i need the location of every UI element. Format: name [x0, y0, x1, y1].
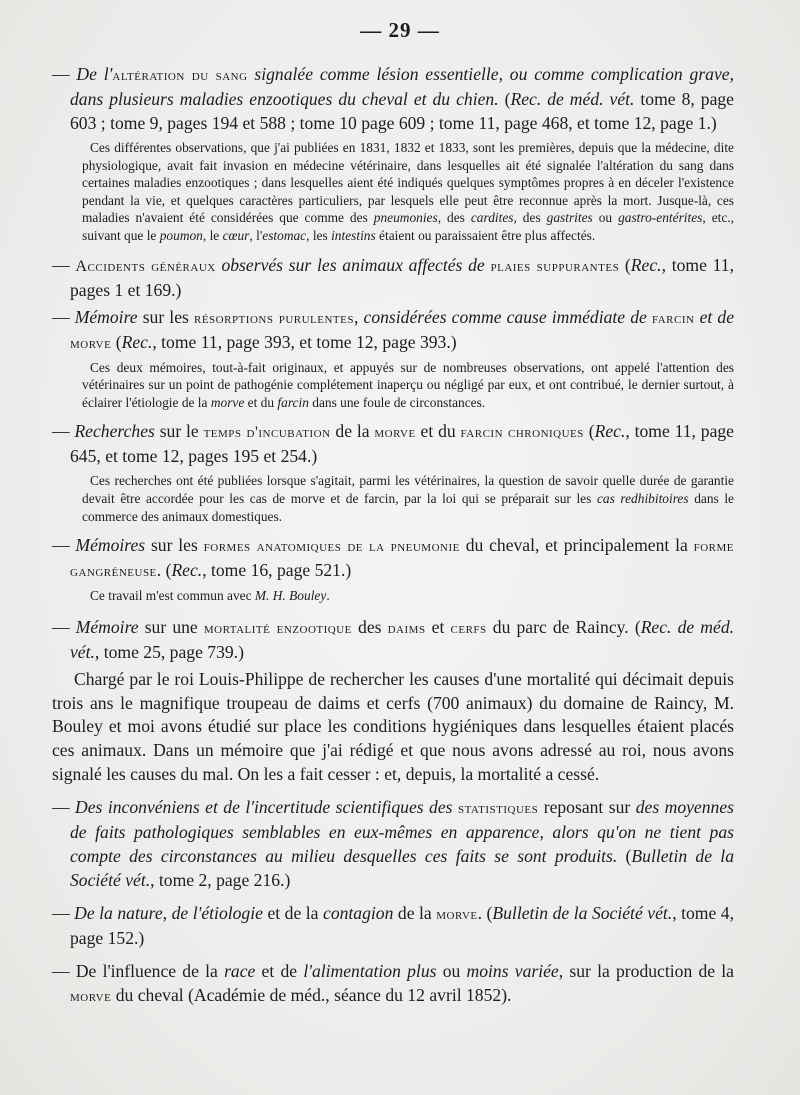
note-resorptions-purulentes [82, 359, 734, 412]
entry-reference: Rec. de méd. vét. [510, 89, 635, 109]
entry-reference: , tome 25, page 739.) [94, 641, 244, 662]
entry-reference: tome 8, page 603 ; tome 9, pages 194 et 588 ; tome 10 page 609 ; tome 11, page 468, et tome 12, page 1.) [70, 89, 734, 133]
entry-text: ( [619, 254, 631, 275]
entry-text: ( [617, 845, 632, 866]
note-term: gastro-entérites [618, 210, 703, 226]
note-term: morve [210, 394, 245, 410]
note-term: cardites [470, 210, 514, 226]
note-text: Ces différentes observations, que j'ai publiées en 1831, 1832 et 1833, sont les premières, depuis que la médecine, dite physiologique, avait fait invasion en médecine vétérinaire, dans lesquelles ait été signalée l'altération du sang dans certaines maladies enzootiques ; dans lesquelles aient été indiqués quelques symptômes propres à en déceler l'existence pendant la vie, et quelques caractères particuliers, par lesquels elle peut être reconnue après la mort. Jusque-là, ces maladies n'avaient été considérées que comme des [82, 140, 734, 226]
entry-reference: , tome 11, page 645, et tome 12, pages 195 et 254.) [70, 421, 734, 467]
entry-resorptions-purulentes [52, 305, 734, 355]
note-temps-incubation [82, 472, 734, 525]
entry-keyword: Accidents généraux [75, 256, 216, 275]
entry-reference: Rec. [630, 254, 662, 275]
entry-keyword: cerfs [450, 618, 487, 637]
entry-text: l'alimentation plus [303, 960, 437, 981]
entry-reference: Rec. [171, 560, 203, 581]
entry-text: sur les [145, 535, 204, 556]
note-term: poumon [159, 227, 203, 243]
note-text: et du [244, 394, 278, 410]
entry-text: , [162, 902, 172, 923]
entry-alteration-du-sang [52, 62, 734, 135]
note-text: , le [202, 227, 223, 243]
entry-keyword: formes anatomiques de la pneumonie [203, 537, 460, 556]
entry-reference: , tome 4, page 152.) [70, 902, 735, 948]
entry-keyword: morve [70, 986, 112, 1005]
note-alteration-du-sang [82, 139, 734, 245]
entry-keyword: daims [387, 618, 426, 637]
entry-text: de l'étiologie [171, 902, 263, 923]
entry-reference: Rec. de méd. vét. [70, 616, 735, 662]
entry-dash: — [52, 64, 77, 84]
page-number: — 29 — [360, 18, 440, 42]
entry-text: observés sur les animaux affectés de [215, 254, 491, 275]
entry-text: contagion [323, 902, 394, 923]
entry-text: des [351, 616, 388, 637]
entry-text: et du [415, 421, 461, 442]
entry-text: Mémoire [75, 616, 139, 637]
entry-text: sur les [137, 306, 194, 327]
entry-text: du cheval, et principalement la [459, 535, 694, 556]
entry-text: signalée comme lésion essentielle, ou comme complication grave, dans plusieurs maladies enzootiques du cheval et du chien. [70, 64, 734, 109]
note-text: étaient ou paraissaient être plus affectés. [375, 227, 596, 243]
entry-keyword: altération du sang [112, 66, 248, 84]
entry-text: du parc de Raincy. ( [486, 616, 641, 637]
note-text: dans une foule de circonstances. [308, 394, 486, 410]
entry-accidents-generaux [52, 253, 734, 302]
note-text: ou [592, 210, 619, 226]
note-text: Ces deux mémoires, tout-à-fait originaux, et appuyés sur de nombreuses observations, ont appelé l'attention des vétérinaires sur un point de pathogénie complétement inaperçu ou négligé par eux, et ont contribué, le dernier surtout, à éclairer l'étiologie de la [82, 359, 734, 410]
entry-text: de la [330, 421, 375, 442]
entry-keyword: temps d'incubation [203, 423, 331, 442]
note-term: estomac [262, 227, 307, 243]
note-text: , etc., suivant que le [82, 210, 734, 243]
entry-keyword: statistiques [457, 798, 539, 817]
entry-reference: Rec. [594, 421, 626, 442]
paragraph-raincy: Chargé par le roi Louis-Philippe de rechercher les causes d'une mortalité qui décimait depuis trois ans le magnifique troupeau de daims et cerfs (700 animaux) du domaine de Raincy, M. Bouley et moi avons étudié sur place les conditions hygiéniques dans lesquelles étaient placés ces animaux. Dans un mémoire que j'ai rédigé et que nous avons adressé au roi, nous avons signalé les causes du mal. On les a fait cesser : et, depuis, la mortalité a cessé. [52, 668, 734, 784]
entry-dash: — [52, 254, 76, 275]
entry-keyword: morve [436, 904, 478, 923]
entry-reference: , tome 11, pages 1 et 169.) [70, 254, 734, 300]
entry-dash: — [52, 960, 76, 981]
entry-dash: — [52, 306, 75, 327]
entry-text: race [224, 960, 256, 981]
entry-keyword: mortalité enzootique [203, 618, 352, 637]
entry-temps-incubation [52, 419, 734, 468]
entry-keyword: forme gangréneuse [70, 537, 734, 581]
entry-text: et de [255, 960, 304, 981]
entry-text: Recherches [74, 421, 155, 442]
entry-keyword: plaies suppurantes [490, 256, 620, 275]
entry-text: et de [694, 306, 735, 327]
entry-text: . ( [477, 902, 493, 923]
note-text: , l' [249, 227, 263, 243]
note-text: . [326, 588, 330, 604]
entry-mortalite-raincy [52, 615, 734, 664]
entry-text: et [425, 616, 451, 637]
entry-dash: — [52, 902, 75, 923]
note-text: , les [306, 227, 332, 243]
entry-text: , [354, 306, 364, 327]
entry-nature-morve [52, 901, 734, 950]
entry-text: De l'influence de la [75, 960, 225, 981]
entry-text: . ( [156, 560, 172, 581]
entry-reference: , tome 2, page 216.) [150, 869, 291, 890]
note-term: farcin [277, 394, 309, 410]
entry-reference: du cheval (Académie de méd., séance du 12 avril 1852). [111, 984, 512, 1005]
entry-keyword: farcin chroniques [460, 423, 584, 442]
note-term: gastrites [546, 210, 593, 226]
note-text: , des [513, 210, 547, 226]
entry-reference: Bulletin de la Société vét. [70, 845, 734, 890]
note-term: intestins [331, 227, 376, 243]
entry-dash: — [52, 616, 76, 637]
entry-text: sur une [138, 616, 204, 637]
publication-list [52, 62, 734, 1011]
entry-text: ( [583, 421, 595, 442]
entry-text: ou [436, 960, 467, 981]
note-term: M. H. Bouley [254, 588, 327, 604]
entry-text: Mémoires [75, 535, 146, 556]
entry-statistiques [52, 795, 734, 892]
entry-text: considérées comme cause immédiate de [363, 306, 647, 327]
entry-reference: Bulletin de la Société vét. [492, 902, 673, 923]
entry-influence-race [52, 959, 734, 1008]
entry-reference: Rec. [121, 331, 153, 352]
entry-text: ( [498, 89, 511, 109]
entry-dash: — [52, 421, 75, 442]
note-text: , des [437, 210, 471, 226]
entry-reference: , tome 11, page 393, et tome 12, page 393.) [152, 331, 457, 352]
note-formes-pneumonie [82, 587, 734, 605]
entry-keyword: résorptions purulentes [193, 308, 354, 327]
entry-text: sur le [154, 421, 204, 442]
entry-reference: , tome 16, page 521.) [202, 560, 352, 581]
entry-text: reposant sur [538, 796, 636, 817]
entry-dash: — [52, 796, 76, 817]
note-term: cas redhibitoires [596, 490, 689, 506]
entry-text: Mémoire [74, 306, 138, 327]
entry-text: De la nature [74, 902, 163, 923]
entry-text: de la [393, 902, 437, 923]
note-text: dans le commerce des animaux domestiques. [82, 490, 734, 524]
entry-text: ( [111, 331, 122, 352]
note-text: Ce travail m'est commun avec [90, 588, 255, 604]
entry-text: et de la [262, 902, 324, 923]
entry-keyword: farcin [651, 308, 695, 327]
entry-formes-pneumonie [52, 533, 734, 583]
entry-keyword: morve [374, 423, 416, 442]
entry-text: , sur la production de la [558, 960, 734, 981]
note-term: cœur [222, 227, 250, 243]
note-text: Ces recherches ont été publiées lorsque s'agitait, parmi les vétérinaires, la question de savoir quelle durée de garantie devait être accordée pour les cas de morve et de farcin, par la loi qui se préparait sur les [82, 473, 734, 506]
entry-text: De l' [76, 64, 113, 84]
note-term: pneumonies [373, 210, 438, 226]
entry-text: moins variée [466, 960, 559, 981]
entry-keyword: morve [70, 333, 112, 352]
entry-text: Des inconvéniens et de l'incertitude scientifiques des [75, 796, 453, 817]
entry-dash: — [52, 535, 76, 556]
entry-text: des moyennes de faits pathologiques semblables en eux-mêmes en apparence, alors qu'on ne tient pas compte des circonstances au milieu desquelles ces faits se sont produits. [70, 796, 734, 866]
